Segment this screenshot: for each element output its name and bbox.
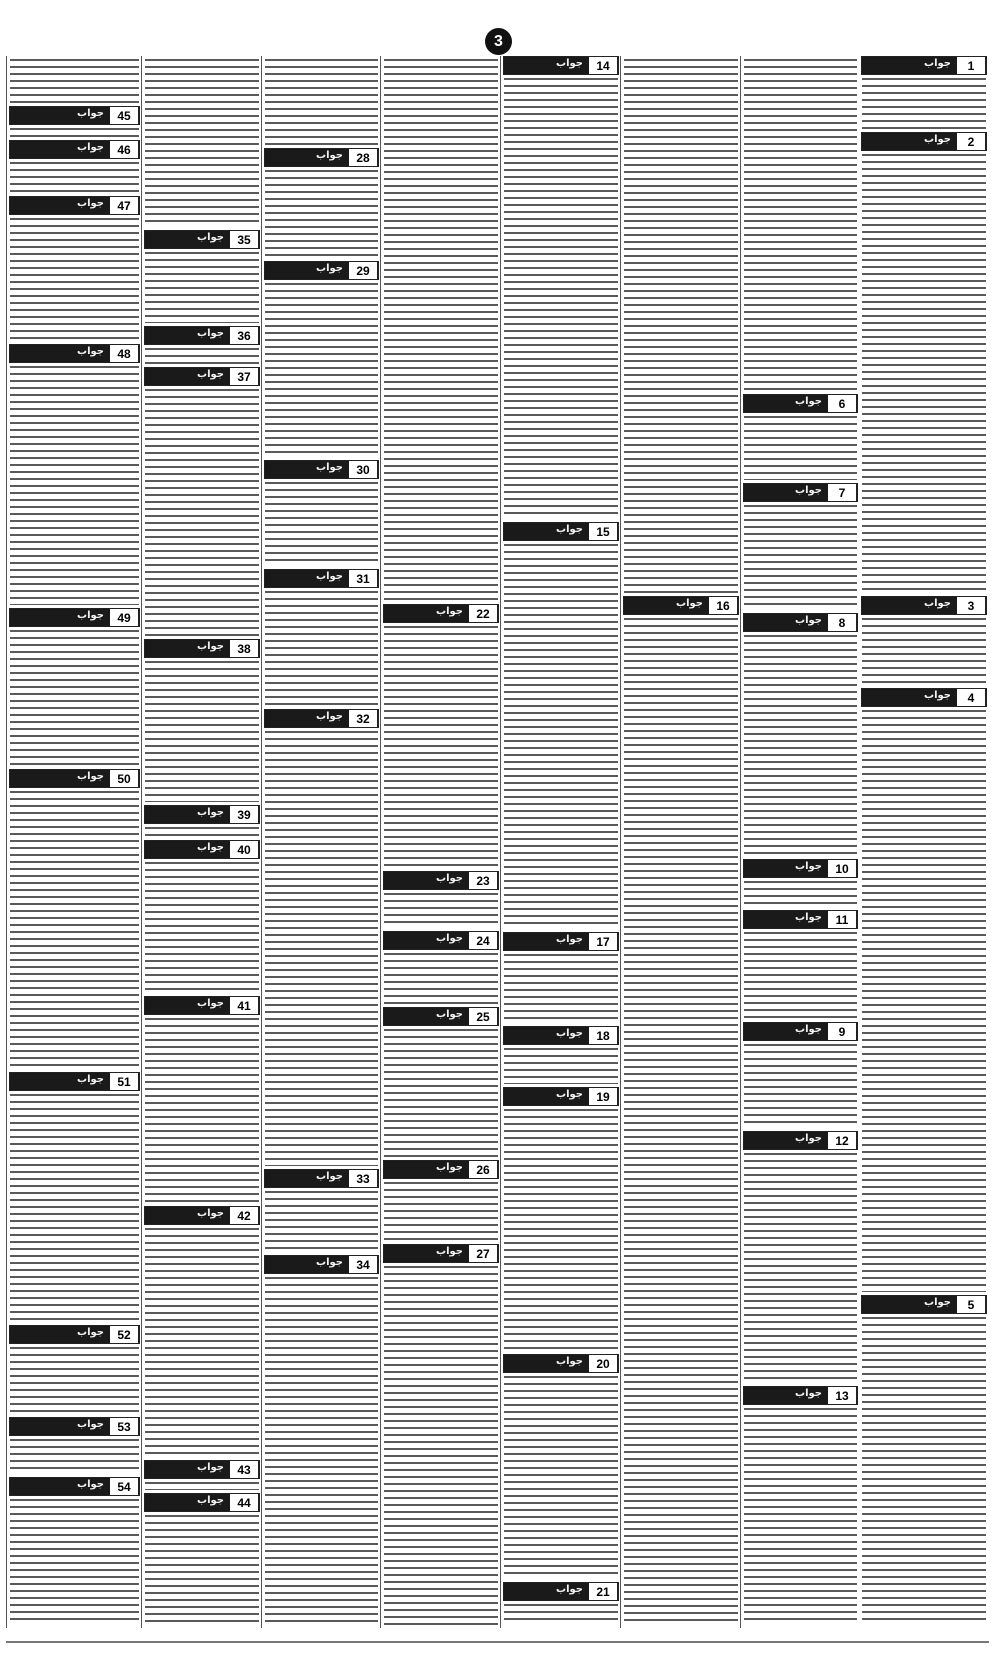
entry-label: جواب [316, 462, 343, 473]
entry-label: جواب [316, 1257, 343, 1268]
entry-header-bar [10, 107, 110, 124]
entry-label: جواب [556, 524, 583, 535]
entry-header [264, 148, 379, 167]
entry-label: جواب [77, 1327, 104, 1338]
entry-number: 51 [110, 1073, 139, 1090]
entry-header [383, 871, 499, 890]
entry-header-bar [504, 1583, 589, 1600]
entry-header-bar [145, 1494, 230, 1511]
article-text-block [145, 59, 259, 227]
entry-header [144, 1206, 260, 1225]
article-text-block [862, 78, 986, 129]
article-text-block [862, 1317, 986, 1625]
entry-label: جواب [924, 134, 951, 145]
entry-number: 48 [110, 345, 139, 362]
entry-header-bar [145, 806, 230, 823]
entry-header-bar [744, 1132, 828, 1149]
entry-header [144, 326, 260, 345]
entry-header [9, 1325, 140, 1344]
entry-header-bar [862, 57, 957, 74]
entry-number: 39 [230, 806, 259, 823]
entry-header-bar [744, 484, 828, 501]
entry-number: 21 [589, 1583, 618, 1600]
entry-header [623, 596, 739, 615]
entry-label: جواب [197, 1462, 224, 1473]
entry-header [861, 1295, 987, 1314]
entry-number: 12 [828, 1132, 857, 1149]
entry-header-bar [10, 141, 110, 158]
entry-label: جواب [197, 232, 224, 243]
article-text-block [744, 505, 857, 610]
entry-label: جواب [77, 1419, 104, 1430]
entry-header [9, 106, 140, 125]
article-text-block [145, 1515, 259, 1625]
article-text-block [384, 1029, 498, 1157]
entry-header [9, 196, 140, 215]
article-text-block [744, 1153, 857, 1383]
article-text-block [504, 78, 618, 519]
entry-number: 26 [469, 1161, 498, 1178]
entry-label: جواب [795, 1388, 822, 1399]
entry-number: 14 [589, 57, 618, 74]
article-text-block [145, 661, 259, 802]
entry-label: جواب [77, 610, 104, 621]
entry-header [383, 1160, 499, 1179]
entry-label: جواب [676, 598, 703, 609]
entry-header [503, 932, 619, 951]
entry-label: جواب [795, 615, 822, 626]
entry-header-bar [504, 1355, 589, 1372]
entry-header [9, 1072, 140, 1091]
entry-header [9, 769, 140, 788]
entry-label: جواب [197, 842, 224, 853]
entry-header-bar [384, 872, 469, 889]
entry-header [503, 1354, 619, 1373]
entry-label: جواب [197, 1208, 224, 1219]
entry-header-bar [384, 932, 469, 949]
entry-header [9, 1417, 140, 1436]
article-text-block [10, 791, 139, 1069]
article-text-block [145, 348, 259, 364]
entry-label: جواب [77, 142, 104, 153]
entry-header [383, 931, 499, 950]
entry-number: 44 [230, 1494, 259, 1511]
entry-header [9, 608, 140, 627]
entry-number: 37 [230, 368, 259, 385]
entry-number: 54 [110, 1478, 139, 1495]
article-text-block [744, 932, 857, 1019]
entry-number: 42 [230, 1207, 259, 1224]
entry-number: 7 [828, 484, 857, 501]
entry-header [743, 910, 858, 929]
article-text-block [10, 162, 139, 193]
entry-header-bar [504, 523, 589, 540]
entry-header-bar [10, 1326, 110, 1343]
entry-label: جواب [556, 1356, 583, 1367]
entry-number: 6 [828, 395, 857, 412]
entry-number: 15 [589, 523, 618, 540]
entry-header [264, 261, 379, 280]
entry-number: 35 [230, 231, 259, 248]
entry-header [144, 805, 260, 824]
entry-header-bar [10, 197, 110, 214]
entry-number: 31 [349, 570, 378, 587]
entry-header-bar [10, 345, 110, 362]
entry-number: 47 [110, 197, 139, 214]
entry-header-bar [862, 133, 957, 150]
article-text-block [744, 1044, 857, 1128]
entry-header [743, 483, 858, 502]
entry-header [383, 1007, 499, 1026]
entry-number: 24 [469, 932, 498, 949]
article-text-block [624, 59, 738, 593]
entry-number: 28 [349, 149, 378, 166]
entry-header [144, 367, 260, 386]
article-text-block [862, 710, 986, 1292]
entry-header [264, 569, 379, 588]
answer-sheet [6, 56, 989, 1628]
entry-header [144, 1460, 260, 1479]
article-text-block [744, 635, 857, 856]
entry-number: 49 [110, 609, 139, 626]
entry-label: جواب [197, 1495, 224, 1506]
entry-label: جواب [795, 1024, 822, 1035]
entry-header-bar [265, 570, 349, 587]
entry-label: جواب [197, 328, 224, 339]
entry-label: جواب [197, 369, 224, 380]
entry-header-bar [384, 1161, 469, 1178]
entry-header [144, 996, 260, 1015]
entry-header [264, 460, 379, 479]
entry-header [264, 1169, 379, 1188]
entry-header-bar [10, 1418, 110, 1435]
entry-label: جواب [924, 598, 951, 609]
entry-header [743, 394, 858, 413]
entry-label: جواب [795, 861, 822, 872]
entry-header [861, 56, 987, 75]
entry-header-bar [265, 1170, 349, 1187]
entry-header [743, 1131, 858, 1150]
entry-label: جواب [795, 1133, 822, 1144]
article-text-block [504, 954, 618, 1023]
article-text-block [145, 1482, 259, 1490]
entry-header-bar [145, 640, 230, 657]
entry-label: جواب [556, 934, 583, 945]
article-text-block [384, 1182, 498, 1241]
article-text-block [145, 389, 259, 636]
entry-header [743, 1022, 858, 1041]
entry-header-bar [384, 1008, 469, 1025]
article-text-block [744, 59, 857, 391]
article-text-block [265, 482, 378, 566]
entry-header-bar [10, 609, 110, 626]
entry-header [144, 639, 260, 658]
entry-number: 2 [957, 133, 986, 150]
article-text-block [10, 1094, 139, 1322]
entry-number: 22 [469, 605, 498, 622]
entry-number: 50 [110, 770, 139, 787]
entry-header-bar [862, 1296, 957, 1313]
article-text-block [624, 618, 738, 1625]
article-text-block [384, 953, 498, 1004]
article-text-block [10, 1439, 139, 1474]
article-text-block [10, 59, 139, 103]
entry-header-bar [624, 597, 709, 614]
article-text-block [265, 283, 378, 457]
entry-header-bar [504, 1088, 589, 1105]
news-column [620, 56, 741, 1628]
entry-label: جواب [436, 873, 463, 884]
article-text-block [744, 416, 857, 480]
entry-header [9, 1477, 140, 1496]
entry-header [144, 840, 260, 859]
entry-label: جواب [556, 58, 583, 69]
entry-number: 38 [230, 640, 259, 657]
entry-header [503, 1026, 619, 1045]
news-column [500, 56, 621, 1628]
news-column [261, 56, 381, 1628]
entry-header-bar [744, 860, 828, 877]
entry-header-bar [145, 327, 230, 344]
entry-label: جواب [436, 606, 463, 617]
entry-number: 43 [230, 1461, 259, 1478]
entry-header-bar [145, 841, 230, 858]
entry-label: جواب [436, 1009, 463, 1020]
entry-header-bar [265, 1256, 349, 1273]
article-text-block [384, 893, 498, 928]
entry-number: 52 [110, 1326, 139, 1343]
entry-number: 16 [709, 597, 738, 614]
entry-number: 1 [957, 57, 986, 74]
article-text-block [145, 1018, 259, 1203]
article-text-block [265, 731, 378, 1166]
entry-number: 25 [469, 1008, 498, 1025]
article-text-block [145, 827, 259, 837]
article-text-block [10, 366, 139, 605]
entry-header [861, 688, 987, 707]
entry-label: جواب [316, 571, 343, 582]
entry-header-bar [265, 149, 349, 166]
article-text-block [504, 1604, 618, 1625]
article-text-block [744, 881, 857, 907]
entry-header-bar [384, 1245, 469, 1262]
entry-header-bar [10, 1478, 110, 1495]
entry-number: 23 [469, 872, 498, 889]
entry-header-bar [744, 911, 828, 928]
entry-header-bar [265, 262, 349, 279]
entry-label: جواب [795, 912, 822, 923]
news-column [141, 56, 262, 1628]
news-column [859, 56, 989, 1628]
article-text-block [384, 626, 498, 868]
entry-header [144, 230, 260, 249]
entry-number: 40 [230, 841, 259, 858]
entry-header-bar [504, 933, 589, 950]
article-text-block [504, 1048, 618, 1084]
entry-number: 30 [349, 461, 378, 478]
entry-header-bar [10, 1073, 110, 1090]
entry-label: جواب [436, 1162, 463, 1173]
entry-header-bar [145, 997, 230, 1014]
entry-header [743, 613, 858, 632]
entry-header [9, 140, 140, 159]
entry-number: 41 [230, 997, 259, 1014]
entry-label: جواب [197, 807, 224, 818]
article-text-block [10, 1499, 139, 1625]
entry-number: 33 [349, 1170, 378, 1187]
entry-label: جواب [316, 711, 343, 722]
entry-number: 8 [828, 614, 857, 631]
entry-label: جواب [197, 998, 224, 1009]
entry-header-bar [384, 605, 469, 622]
entry-label: جواب [436, 933, 463, 944]
entry-header [503, 522, 619, 541]
article-text-block [265, 591, 378, 706]
entry-header-bar [145, 368, 230, 385]
article-text-block [504, 544, 618, 929]
article-text-block [145, 252, 259, 323]
entry-header-bar [10, 770, 110, 787]
article-text-block [744, 1408, 857, 1625]
page-number-marker: 3 [485, 28, 512, 55]
entry-number: 18 [589, 1027, 618, 1044]
article-text-block [10, 630, 139, 766]
news-column [740, 56, 860, 1628]
entry-header [743, 859, 858, 878]
entry-label: جواب [556, 1028, 583, 1039]
entry-number: 10 [828, 860, 857, 877]
entry-header-bar [744, 395, 828, 412]
entry-number: 29 [349, 262, 378, 279]
entry-label: جواب [795, 485, 822, 496]
entry-number: 20 [589, 1355, 618, 1372]
entry-number: 36 [230, 327, 259, 344]
entry-header-bar [145, 1461, 230, 1478]
article-text-block [504, 1109, 618, 1351]
article-text-block [862, 154, 986, 593]
entry-number: 4 [957, 689, 986, 706]
entry-header [503, 56, 619, 75]
entry-header [9, 344, 140, 363]
entry-number: 46 [110, 141, 139, 158]
entry-header-bar [145, 1207, 230, 1224]
entry-number: 3 [957, 597, 986, 614]
entry-label: جواب [77, 108, 104, 119]
article-text-block [265, 1191, 378, 1252]
entry-label: جواب [77, 346, 104, 357]
entry-header-bar [504, 57, 589, 74]
entry-number: 11 [828, 911, 857, 928]
entry-label: جواب [924, 690, 951, 701]
entry-label: جواب [77, 1479, 104, 1490]
entry-label: جواب [924, 1297, 951, 1308]
article-text-block [265, 170, 378, 258]
entry-header-bar [744, 1023, 828, 1040]
article-text-block [504, 1376, 618, 1579]
entry-header [383, 1244, 499, 1263]
entry-label: جواب [316, 263, 343, 274]
entry-number: 32 [349, 710, 378, 727]
entry-header-bar [265, 461, 349, 478]
entry-number: 34 [349, 1256, 378, 1273]
news-column [6, 56, 142, 1628]
entry-number: 13 [828, 1387, 857, 1404]
entry-header [861, 132, 987, 151]
entry-label: جواب [316, 1171, 343, 1182]
entry-header-bar [862, 689, 957, 706]
entry-number: 27 [469, 1245, 498, 1262]
entry-header [144, 1493, 260, 1512]
entry-header-bar [265, 710, 349, 727]
entry-label: جواب [197, 641, 224, 652]
article-text-block [10, 218, 139, 341]
article-text-block [10, 1347, 139, 1414]
article-text-block [265, 1277, 378, 1625]
entry-header-bar [744, 614, 828, 631]
entry-header-bar [862, 597, 957, 614]
entry-header-bar [145, 231, 230, 248]
article-text-block [384, 1266, 498, 1625]
entry-label: جواب [436, 1246, 463, 1257]
entry-number: 9 [828, 1023, 857, 1040]
article-text-block [265, 59, 378, 145]
entry-header-bar [744, 1387, 828, 1404]
entry-label: جواب [77, 1074, 104, 1085]
entry-header [383, 604, 499, 623]
article-text-block [145, 862, 259, 993]
entry-number: 19 [589, 1088, 618, 1105]
news-column [380, 56, 501, 1628]
entry-number: 5 [957, 1296, 986, 1313]
article-text-block [10, 128, 139, 137]
entry-label: جواب [316, 150, 343, 161]
article-text-block [145, 1228, 259, 1457]
entry-label: جواب [77, 198, 104, 209]
entry-label: جواب [924, 58, 951, 69]
entry-header-bar [504, 1027, 589, 1044]
entry-header [861, 596, 987, 615]
entry-label: جواب [556, 1089, 583, 1100]
entry-number: 17 [589, 933, 618, 950]
entry-label: جواب [77, 771, 104, 782]
entry-number: 45 [110, 107, 139, 124]
bottom-rule [6, 1641, 989, 1643]
entry-label: جواب [556, 1584, 583, 1595]
entry-header [503, 1582, 619, 1601]
article-text-block [862, 618, 986, 685]
entry-label: جواب [795, 396, 822, 407]
article-text-block [384, 59, 498, 601]
entry-header [503, 1087, 619, 1106]
entry-header [264, 709, 379, 728]
entry-header [264, 1255, 379, 1274]
entry-header [743, 1386, 858, 1405]
entry-number: 53 [110, 1418, 139, 1435]
